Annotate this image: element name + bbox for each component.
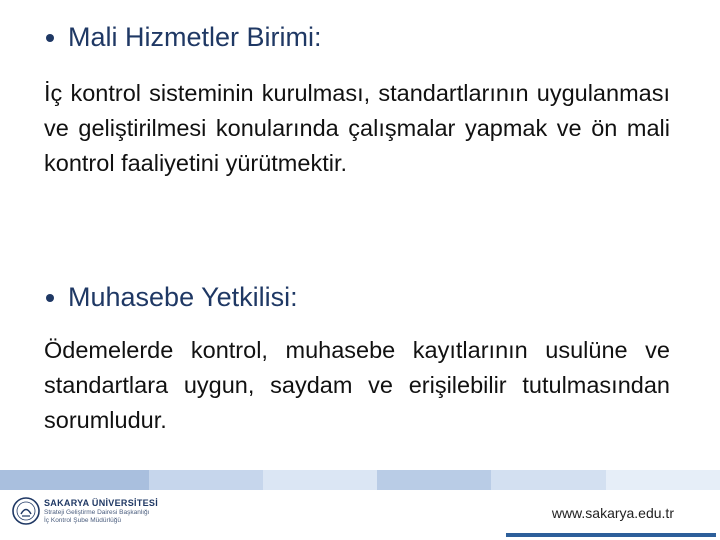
- section-heading-text: Mali Hizmetler Birimi:: [68, 22, 322, 52]
- logo-unit: İç Kontrol Şube Müdürlüğü: [44, 516, 121, 524]
- section-heading-text: Muhasebe Yetkilisi:: [68, 282, 298, 312]
- footer-accent-bar: [506, 533, 716, 537]
- logo-university-name: SAKARYA ÜNİVERSİTESİ: [44, 497, 159, 508]
- section-paragraph: İç kontrol sisteminin kurulması, standartlarının uygulanması ve geliştirilmesi konularında çalışmalar yapmak ve ön mali kontrol faaliyetini yürütmektir.: [44, 80, 670, 176]
- logo-department: Strateji Geliştirme Dairesi Başkanlığı: [44, 508, 150, 516]
- university-seal-icon: [12, 497, 40, 525]
- bullet-icon: [46, 34, 54, 42]
- section-paragraph: Ödemelerde kontrol, muhasebe kayıtlarının usulüne ve standartlara uygun, saydam ve erişilebilir tutulmasından sorumludur.: [44, 337, 670, 433]
- university-logo: [12, 497, 158, 525]
- website-link[interactable]: www.sakarya.edu.tr: [551, 505, 674, 521]
- footer-band: [0, 470, 720, 490]
- bullet-icon: [46, 294, 54, 302]
- section-heading: [44, 22, 322, 53]
- section-heading: [44, 282, 298, 313]
